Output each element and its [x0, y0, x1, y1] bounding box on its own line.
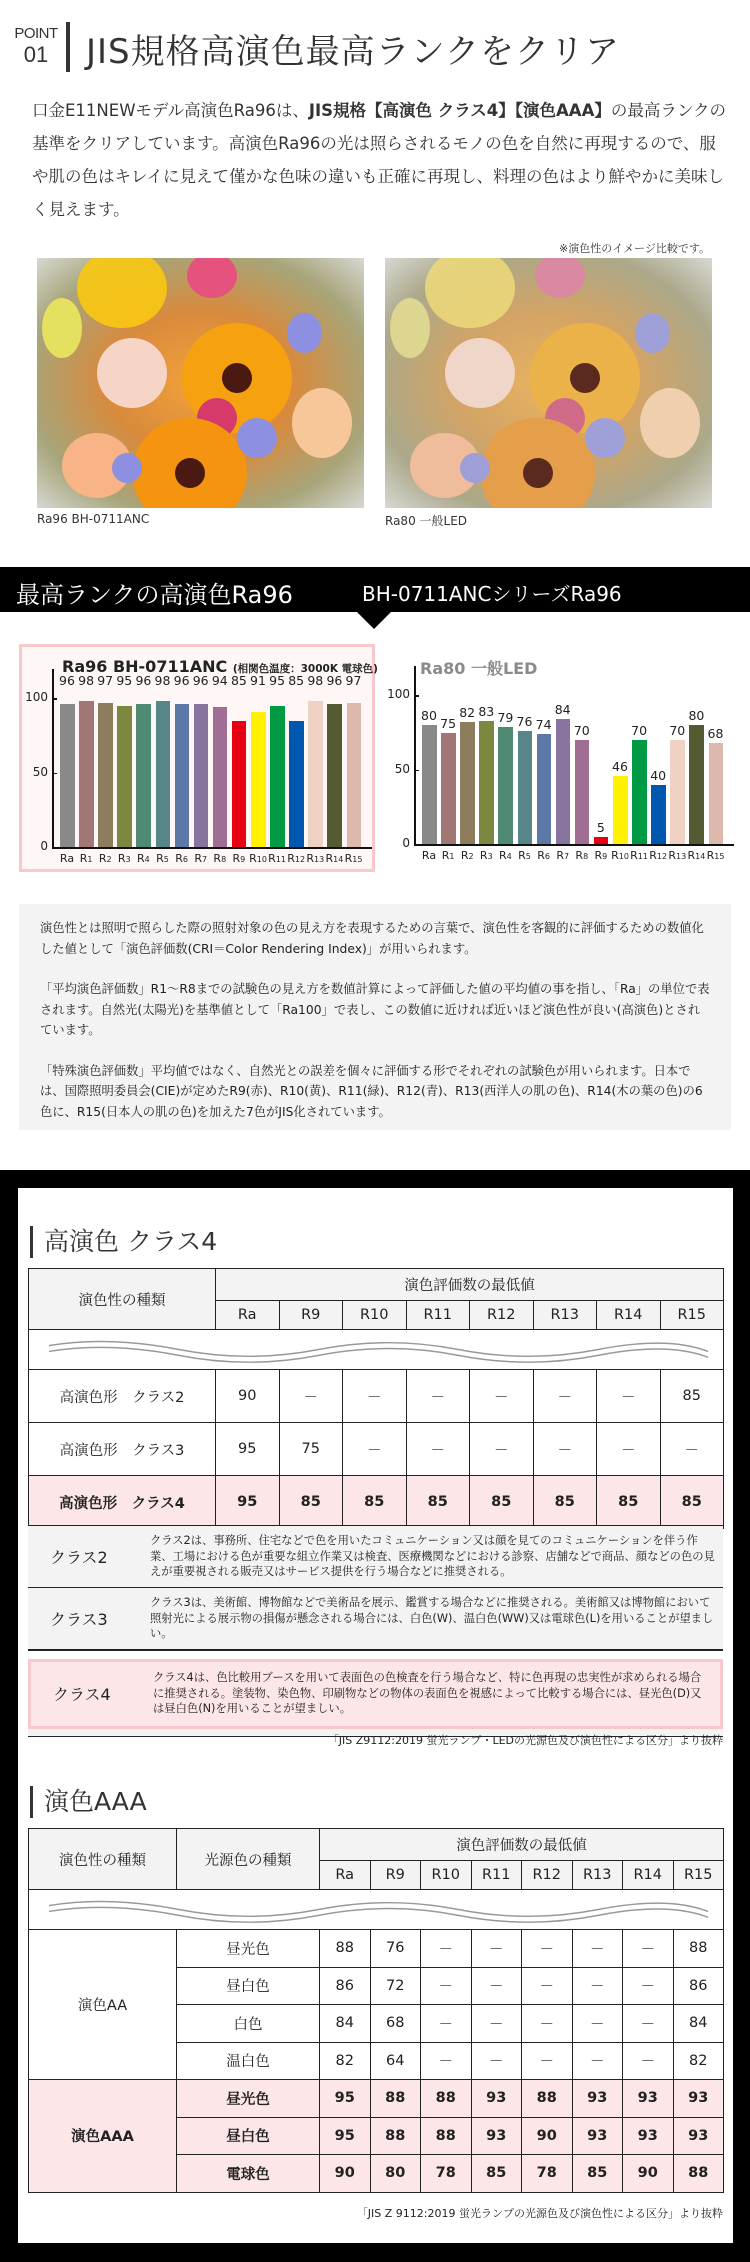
x-label: Ra: [59, 852, 75, 865]
cell-value: 84: [320, 2005, 371, 2043]
y-tickmark: [52, 698, 57, 700]
x-label: R6: [175, 852, 188, 865]
class-descriptions: [28, 1525, 723, 1737]
cell-value: 88: [421, 2080, 472, 2118]
bar-r11: [270, 706, 285, 847]
x-label: R3: [479, 849, 493, 862]
class-description-4: [28, 1659, 723, 1729]
class-name: クラス2: [50, 1548, 108, 1567]
col-header-r11: R11: [471, 1861, 522, 1890]
cell-value: －: [406, 1423, 470, 1476]
class-name: クラス3: [50, 1610, 108, 1629]
header-min: 演色評価数の最低値: [320, 1829, 724, 1861]
source-color: 温白色: [177, 2042, 320, 2080]
class-text: クラス2は、事務所、住宅などで色を用いたコミュニケーション又は顔を見てのコミュニケーションを伴う作業、工場における色が重要な組立作業又は検査、医療機関などにおける診察、店舗などで商品、顔などの色の見えが重要視される販売又はサービス提供を行う場合などに推奨される。: [150, 1534, 715, 1579]
flower-photo-ra80: [385, 258, 712, 508]
bar-r11: [632, 740, 647, 844]
bar-value: 82: [459, 705, 476, 721]
cell-value: －: [597, 1423, 661, 1476]
cell-value: 93: [471, 2117, 522, 2155]
header-min: 演色評価数の最低値: [216, 1269, 724, 1301]
class-text: クラス4は、色比較用ブースを用いて表面色の色検査を行う場合など、特に色再現の忠実性が求められる場合に推奨される。塗装物、染色物、印刷物などの物体の表面色を視感によって比較する場合には、昼光色(D)又は昼白色(N)を用いることが望ましい。: [153, 1671, 702, 1716]
row-label: 高演色形 クラス4: [29, 1476, 216, 1529]
y-tick-label: 100: [387, 687, 410, 702]
bar-value: 74: [535, 717, 552, 733]
cell-value: 93: [673, 2117, 724, 2155]
cell-value: －: [522, 2042, 573, 2080]
cell-value: 93: [623, 2080, 674, 2118]
cri-explanation: [19, 904, 731, 1130]
y-tickmark: [414, 695, 419, 697]
point-header: [0, 22, 750, 82]
cell-value: 85: [660, 1476, 724, 1529]
source-color: 昼白色: [177, 1967, 320, 2005]
y-tick-label: 50: [32, 764, 48, 779]
cell-value: －: [279, 1370, 343, 1423]
col-header-r15: R15: [660, 1301, 724, 1330]
bar-r14: [689, 725, 704, 844]
x-label: R7: [194, 852, 208, 865]
jis-standards-frame: [0, 1170, 750, 2262]
cell-value: 85: [343, 1476, 407, 1529]
chart-ra80: [384, 644, 740, 872]
bar-value: 96: [326, 673, 343, 688]
bar-r13: [308, 701, 323, 847]
cell-value: 93: [572, 2080, 623, 2118]
bar-value: 80: [421, 708, 437, 724]
col-header-r10: R10: [343, 1301, 407, 1330]
bar-value: 70: [573, 722, 590, 738]
y-axis: [52, 669, 54, 847]
source-color: 昼光色: [177, 1930, 320, 1968]
y-tick-label: 50: [394, 761, 410, 776]
cell-value: －: [623, 1967, 674, 2005]
bar-r1: [79, 701, 94, 847]
bar-value: 98: [307, 673, 324, 688]
cell-value: 93: [673, 2080, 724, 2118]
cell-value: －: [471, 1967, 522, 2005]
bar-r10: [613, 776, 628, 844]
x-label: Ra: [421, 849, 437, 862]
cell-value: 88: [370, 2117, 421, 2155]
intro-bold: JIS規格【高演色 クラス4】【演色AAA】: [308, 101, 611, 120]
x-label: R8: [213, 852, 227, 865]
table-row: [29, 1930, 724, 1968]
cell-value: －: [572, 1967, 623, 2005]
cell-value: －: [597, 1370, 661, 1423]
x-label: R4: [137, 852, 150, 865]
cell-value: 85: [279, 1476, 343, 1529]
cell-value: －: [522, 2005, 573, 2043]
x-label: R13: [668, 849, 687, 862]
bar-value: 84: [554, 702, 571, 718]
cell-value: －: [660, 1423, 724, 1476]
cell-value: －: [421, 2005, 472, 2043]
cell-value: －: [406, 1370, 470, 1423]
col-header-r13: R13: [533, 1301, 597, 1330]
divider: [28, 1649, 723, 1651]
col-header-r11: R11: [406, 1301, 470, 1330]
cell-value: －: [421, 1930, 472, 1968]
cell-value: 93: [471, 2080, 522, 2118]
x-label: R4: [499, 849, 512, 862]
source-color: 昼白色: [177, 2117, 320, 2155]
page-title: JIS規格高演色最高ランクをクリア: [86, 32, 620, 72]
cell-value: 85: [533, 1476, 597, 1529]
cell-value: 93: [623, 2117, 674, 2155]
cell-value: 95: [216, 1476, 280, 1529]
bar-r10: [251, 712, 266, 847]
bar-value: 75: [440, 715, 457, 731]
y-tickmark: [52, 847, 57, 849]
cell-value: 84: [673, 2005, 724, 2043]
class-name: クラス4: [53, 1685, 111, 1704]
table-row: [29, 1423, 724, 1476]
bar-value: 83: [478, 703, 495, 719]
col-header-r13: R13: [572, 1861, 623, 1890]
x-label: R8: [575, 849, 589, 862]
bar-r5: [518, 731, 533, 844]
cell-value: －: [471, 2005, 522, 2043]
cell-value: 95: [320, 2117, 371, 2155]
bar-r3: [479, 721, 494, 844]
bar-value: 40: [650, 767, 667, 783]
x-label: R2: [98, 852, 112, 865]
x-label: R14: [325, 852, 344, 865]
col-header-r12: R12: [522, 1861, 573, 1890]
bar-r6: [175, 704, 190, 847]
banner-title: 最高ランクの高演色Ra96: [16, 581, 293, 609]
x-label: R9: [594, 849, 608, 862]
bar-value: 91: [250, 673, 266, 688]
y-tickmark: [414, 844, 419, 846]
bar-r7: [556, 719, 571, 844]
y-axis: [414, 666, 416, 844]
col-header-r14: R14: [623, 1861, 674, 1890]
bar-r3: [117, 706, 132, 847]
cell-value: －: [522, 1967, 573, 2005]
x-label: R14: [687, 849, 706, 862]
bar-value: 95: [116, 673, 133, 688]
x-axis: [52, 847, 372, 849]
cell-value: 88: [421, 2117, 472, 2155]
cell-value: －: [470, 1370, 534, 1423]
source-color: 電球色: [177, 2155, 320, 2193]
cell-value: 85: [660, 1370, 724, 1423]
bar-r6: [537, 734, 552, 844]
cell-value: －: [623, 2042, 674, 2080]
group-label: 演色AAA: [29, 2080, 177, 2193]
cri-definition: 演色性とは照明で照らした際の照射対象の色の見え方を表現するための言葉で、演色性を客観的に評価するための数値化した値として「演色評価数(CRI＝Color Rendering Index)」が用いられます。: [40, 921, 704, 956]
intro-part1: 口金E11NEWモデル高演色Ra96は、: [32, 101, 309, 120]
bar-ra: [60, 704, 75, 847]
row-label: 高演色形 クラス2: [29, 1370, 216, 1423]
cell-value: 82: [673, 2042, 724, 2080]
cell-value: 86: [320, 1967, 371, 2005]
bar-value: 96: [135, 673, 152, 688]
col-header-r10: R10: [421, 1861, 472, 1890]
class-description-2: [28, 1525, 723, 1587]
bar-r15: [709, 743, 724, 844]
bar-r7: [194, 704, 209, 847]
cell-value: －: [471, 1930, 522, 1968]
x-label: R11: [630, 849, 649, 862]
bar-value: 97: [345, 673, 362, 688]
cell-value: 72: [370, 1967, 421, 2005]
point-number: 01: [23, 42, 49, 67]
cell-value: －: [623, 1930, 674, 1968]
bar-r4: [498, 727, 513, 844]
photo-caption-ra96: Ra96 BH-0711ANC: [37, 512, 150, 526]
x-label: R12: [287, 852, 306, 865]
intro-part2: の最高ランクの基準をクリアしています。高演色Ra96の光は照らされるモノの色を自然に再現するので、服や肌の色はキレイに見えて僅かな色味の違いも正確に再現し、料理の色はより鮮やかに美味しく見えます。: [32, 101, 727, 219]
y-tickmark: [414, 770, 419, 772]
bar-r4: [136, 704, 151, 847]
cell-value: 64: [370, 2042, 421, 2080]
bar-value: 70: [631, 722, 648, 738]
bar-value: 98: [78, 673, 95, 688]
down-arrow-icon: [357, 612, 391, 629]
header-source: 光源色の種類: [177, 1829, 320, 1890]
bar-value: 70: [669, 722, 686, 738]
cell-value: 90: [216, 1370, 280, 1423]
row-label: 高演色形 クラス3: [29, 1423, 216, 1476]
source-color: 昼光色: [177, 2080, 320, 2118]
omission-row: [29, 1890, 724, 1930]
class4-heading: 高演色 クラス4: [30, 1222, 217, 1258]
x-label: R11: [268, 852, 287, 865]
x-label: R7: [556, 849, 570, 862]
y-tickmark: [52, 773, 57, 775]
x-label: R6: [537, 849, 550, 862]
cell-value: 85: [572, 2155, 623, 2193]
cell-value: 88: [673, 2155, 724, 2193]
bar-value: 96: [192, 673, 209, 688]
col-header-r12: R12: [470, 1301, 534, 1330]
ra-definition: 「平均演色評価数」R1～R8までの試験色の見え方を数値計算によって評価した値の平均値の事を指し、「Ra」の単位で表されます。自然光(太陽光)を基準値として「Ra100」で表し、この数値に近ければ近いほど演色性が良い(高演色)とされています。: [40, 982, 710, 1037]
cell-value: －: [572, 1930, 623, 1968]
cell-value: －: [533, 1370, 597, 1423]
x-label: R13: [306, 852, 325, 865]
chart-title-main: Ra96 BH-0711ANC: [62, 657, 228, 676]
cell-value: 90: [320, 2155, 371, 2193]
bar-r8: [213, 707, 228, 847]
bar-r14: [327, 704, 342, 847]
class4-table: [28, 1268, 724, 1529]
source-color: 白色: [177, 2005, 320, 2043]
cell-value: 85: [597, 1476, 661, 1529]
cell-value: －: [572, 2042, 623, 2080]
x-label: R10: [249, 852, 267, 865]
class-description-3: [28, 1587, 723, 1649]
flower-photo-ra96: [37, 258, 364, 508]
cell-value: 93: [572, 2117, 623, 2155]
x-label: R1: [79, 852, 93, 865]
table-row: [29, 1476, 724, 1529]
bar-value: 85: [230, 673, 247, 688]
bar-r1: [441, 733, 456, 844]
bar-value: 96: [173, 673, 190, 688]
bar-r8: [575, 740, 590, 844]
aaa-table: [28, 1828, 724, 2193]
cell-value: 95: [216, 1423, 280, 1476]
bar-ra: [422, 725, 437, 844]
x-label: R5: [156, 852, 169, 865]
comparison-note: ※演色性のイメージ比較です。: [558, 242, 710, 255]
bar-r15: [347, 703, 362, 847]
x-label: R5: [518, 849, 531, 862]
bar-value: 76: [516, 714, 533, 730]
cell-value: 88: [370, 2080, 421, 2118]
aaa-heading: 演色AAA: [30, 1782, 147, 1818]
cell-value: 88: [522, 2080, 573, 2118]
col-header-r9: R9: [370, 1861, 421, 1890]
cell-value: －: [421, 2042, 472, 2080]
col-header-r14: R14: [597, 1301, 661, 1330]
bar-value: 95: [269, 673, 286, 688]
class-text: クラス3は、美術館、博物館などで美術品を展示、鑑賞する場合などに推奨される。美術館又は博物館において照射光による展示物の損傷が懸念される場合には、白色(W)、温白色(WW)又は電球色(L)を用いることが望ましい。: [150, 1596, 714, 1641]
x-label: R15: [706, 849, 725, 862]
chart-title: Ra80 一般LED: [420, 659, 538, 678]
jis-standards-panel: [18, 1188, 733, 2243]
bar-r2: [98, 703, 113, 847]
special-cri-definition: 「特殊演色評価数」平均値ではなく、自然光との誤差を個々に評価する形でそれぞれの試験色が用いられます。日本では、国際照明委員会(CIE)が定めたR9(赤)、R10(黄)、R11(緑)、R12(青)、R13(西洋人の肌の色)、R14(木の葉の色)の6色に、R15(日本人の肌の色)を加えた7色がJIS化されています。: [40, 1063, 703, 1119]
cell-value: －: [533, 1423, 597, 1476]
col-header-r9: R9: [279, 1301, 343, 1330]
section-banner: [0, 567, 750, 612]
cell-value: 85: [470, 1476, 534, 1529]
bar-r2: [460, 722, 475, 844]
x-label: R3: [117, 852, 131, 865]
cell-value: －: [522, 1930, 573, 1968]
cell-value: －: [343, 1423, 407, 1476]
photo-caption-ra80: Ra80 一般LED: [385, 514, 468, 528]
cell-value: 90: [522, 2117, 573, 2155]
bar-r5: [156, 701, 171, 847]
col-header-ra: Ra: [320, 1861, 371, 1890]
bar-value: 68: [707, 725, 724, 741]
omission-wave-icon: [29, 1330, 723, 1369]
bar-value: 80: [688, 708, 705, 724]
cell-value: 88: [673, 1930, 724, 1968]
x-label: R1: [441, 849, 455, 862]
cell-value: 75: [279, 1423, 343, 1476]
cell-value: 68: [370, 2005, 421, 2043]
class4-source: 「JIS Z9112:2019 蛍光ランプ・LEDの光源色及び演色性による区分」より抜粋: [327, 1734, 723, 1747]
bar-value: 85: [288, 673, 305, 688]
chart-ra96: [19, 644, 378, 872]
x-label: R2: [460, 849, 474, 862]
cell-value: －: [343, 1370, 407, 1423]
chart-subtitle: (相関色温度：3000K 電球色): [232, 663, 378, 675]
cell-value: 85: [471, 2155, 522, 2193]
x-label: R15: [344, 852, 363, 865]
cell-value: －: [623, 2005, 674, 2043]
x-axis: [414, 844, 734, 846]
cell-value: 76: [370, 1930, 421, 1968]
bar-r9: [232, 721, 247, 847]
cell-value: 88: [320, 1930, 371, 1968]
cell-value: 80: [370, 2155, 421, 2193]
header-type: 演色性の種類: [29, 1829, 177, 1890]
cell-value: －: [470, 1423, 534, 1476]
aaa-source: 「JIS Z 9112:2019 蛍光ランプの光源色及び演色性による区分」より抜粋: [356, 2207, 723, 2220]
table-row: [29, 2080, 724, 2118]
y-tick-label: 100: [25, 690, 48, 705]
cell-value: 78: [421, 2155, 472, 2193]
cell-value: 86: [673, 1967, 724, 2005]
y-tick-label: 0: [402, 836, 410, 850]
cell-value: 85: [406, 1476, 470, 1529]
col-header-r15: R15: [673, 1861, 724, 1890]
omission-wave-icon: [29, 1890, 723, 1929]
bar-value: 94: [211, 673, 228, 688]
x-label: R12: [649, 849, 668, 862]
banner-subtitle: BH-0711ANCシリーズRa96: [362, 582, 622, 606]
cell-value: －: [421, 1967, 472, 2005]
table-row: [29, 1370, 724, 1423]
bar-r9: [594, 837, 609, 844]
x-label: R9: [232, 852, 246, 865]
point-divider: [66, 22, 70, 72]
group-label: 演色AA: [29, 1930, 177, 2080]
cell-value: 95: [320, 2080, 371, 2118]
header-type: 演色性の種類: [29, 1269, 216, 1330]
bar-r12: [289, 721, 304, 847]
bar-r12: [651, 785, 666, 844]
bar-value: 98: [154, 673, 171, 688]
cell-value: －: [572, 2005, 623, 2043]
cell-value: 78: [522, 2155, 573, 2193]
cell-value: 82: [320, 2042, 371, 2080]
bar-r13: [670, 740, 685, 844]
col-header-ra: Ra: [216, 1301, 280, 1330]
point-badge: [14, 26, 58, 66]
bar-value: 5: [596, 819, 605, 835]
y-tick-label: 0: [40, 839, 48, 853]
bar-value: 46: [612, 758, 628, 774]
cell-value: 90: [623, 2155, 674, 2193]
cell-value: －: [471, 2042, 522, 2080]
omission-row: [29, 1330, 724, 1370]
x-label: R10: [611, 849, 629, 862]
bar-value: 97: [97, 673, 114, 688]
bar-value: 79: [497, 709, 514, 725]
point-label: POINT: [14, 25, 58, 42]
bar-value: 96: [59, 673, 75, 688]
intro-text: [32, 94, 732, 226]
